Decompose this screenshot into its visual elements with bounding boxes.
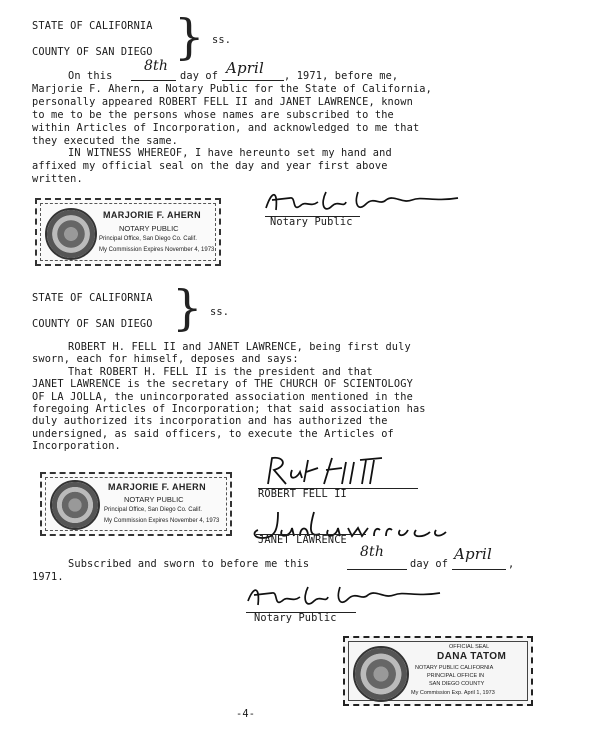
p2-line3: written.	[32, 173, 83, 185]
ss-mark: ss.	[212, 34, 232, 46]
affidavit-line3: That ROBERT H. FELL II is the president and that	[68, 366, 373, 378]
affidavit-line5: OF LA JOLLA, the unincorporated association mentioned in the	[32, 391, 413, 403]
p1-year: , 1971, before me,	[284, 70, 399, 82]
affidavit-line1: ROBERT H. FELL II and JANET LAWRENCE, being first duly	[68, 341, 411, 353]
notary-stamp-1	[35, 198, 221, 266]
stamp-office: Principal Office, San Diego Co. Calif.	[104, 507, 202, 513]
seal-title: NOTARY PUBLIC CALIFORNIA	[415, 665, 494, 671]
state-line-2: STATE OF CALIFORNIA	[32, 292, 153, 304]
jurat-comma: ,	[508, 558, 515, 570]
stamp-name: MARJORIE F. AHERN	[108, 482, 206, 492]
jurat-start: Subscribed and sworn to before me this	[68, 558, 310, 570]
seal-county: SAN DIEGO COUNTY	[429, 681, 485, 687]
notary-seal-icon	[45, 208, 97, 260]
county-line: COUNTY OF SAN DIEGO	[32, 46, 153, 58]
jurat-handwritten-month: April	[454, 545, 492, 563]
seal-expiry: My Commission Exp. April 1, 1973	[411, 690, 495, 696]
seal-heading: OFFICIAL SEAL	[449, 644, 490, 650]
affidavit-line2: sworn, each for himself, deposes and says:	[32, 353, 299, 365]
notary-label-2: Notary Public	[254, 612, 337, 624]
p1-start: On this	[68, 70, 113, 82]
p1-line2: Marjorie F. Ahern, a Notary Public for the State of California,	[32, 83, 433, 95]
jurat-day-blank	[347, 569, 407, 570]
stamp-title: NOTARY PUBLIC	[119, 224, 179, 233]
jurat-year: 1971.	[32, 571, 64, 583]
affidavit-line4: JANET LAWRENCE is the secretary of THE CHURCH OF SCIENTOLOGY	[32, 378, 413, 390]
official-seal-stamp	[343, 636, 533, 706]
signer2-name: JANET LAWRENCE	[258, 534, 347, 546]
page-number: -4-	[236, 708, 256, 720]
jurat-dayof: day of	[410, 558, 449, 570]
affidavit-line9: Incorporation.	[32, 440, 121, 452]
affidavit-line6: foregoing Articles of Incorporation; that said association has	[32, 403, 426, 415]
p1-line6: they executed the same.	[32, 135, 179, 147]
stamp-office: Principal Office, San Diego Co. Calif.	[99, 236, 197, 242]
signer1-name: ROBERT FELL II	[258, 488, 347, 500]
stamp-name: MARJORIE F. AHERN	[103, 210, 201, 220]
p1-line3: personally appeared ROBERT FELL II and JANET LAWRENCE, known	[32, 96, 413, 108]
p2-line2: affixed my official seal on the day and year first above	[32, 160, 388, 172]
month-blank	[222, 80, 284, 81]
state-seal-icon	[353, 646, 409, 702]
brace-2: }	[172, 280, 203, 336]
notary-seal-icon	[50, 480, 100, 530]
p1-line4: to me to be the persons whose names are subscribed to the	[32, 109, 394, 121]
affidavit-line8: undersigned, as said officers, to execute the Articles of	[32, 428, 394, 440]
handwritten-day: 8th	[144, 58, 168, 74]
notary-stamp-2	[40, 472, 232, 536]
p1-line5: within Articles of Incorporation, and acknowledged to me that	[32, 122, 420, 134]
notary-label-1: Notary Public	[270, 216, 353, 228]
jurat-handwritten-day: 8th	[360, 544, 384, 560]
jurat-month-blank	[452, 569, 506, 570]
seal-name: DANA TATOM	[437, 651, 507, 662]
brace-1: }	[174, 9, 205, 65]
stamp-expiry: My Commission Expires November 4, 1973	[104, 518, 220, 524]
handwritten-month: April	[226, 59, 264, 77]
stamp-title: NOTARY PUBLIC	[124, 495, 184, 504]
county-line-2: COUNTY OF SAN DIEGO	[32, 318, 153, 330]
p1-dayof: day of	[180, 70, 219, 82]
state-line: STATE OF CALIFORNIA	[32, 20, 153, 32]
stamp-expiry: My Commission Expires November 4, 1973	[99, 247, 215, 253]
ss-mark-2: ss.	[210, 306, 230, 318]
seal-office: PRINCIPAL OFFICE IN	[427, 673, 485, 679]
p2-line1: IN WITNESS WHEREOF, I have hereunto set my hand and	[68, 147, 392, 159]
day-blank	[131, 80, 176, 81]
affidavit-line7: duly authorized its incorporation and has authorized the	[32, 415, 388, 427]
